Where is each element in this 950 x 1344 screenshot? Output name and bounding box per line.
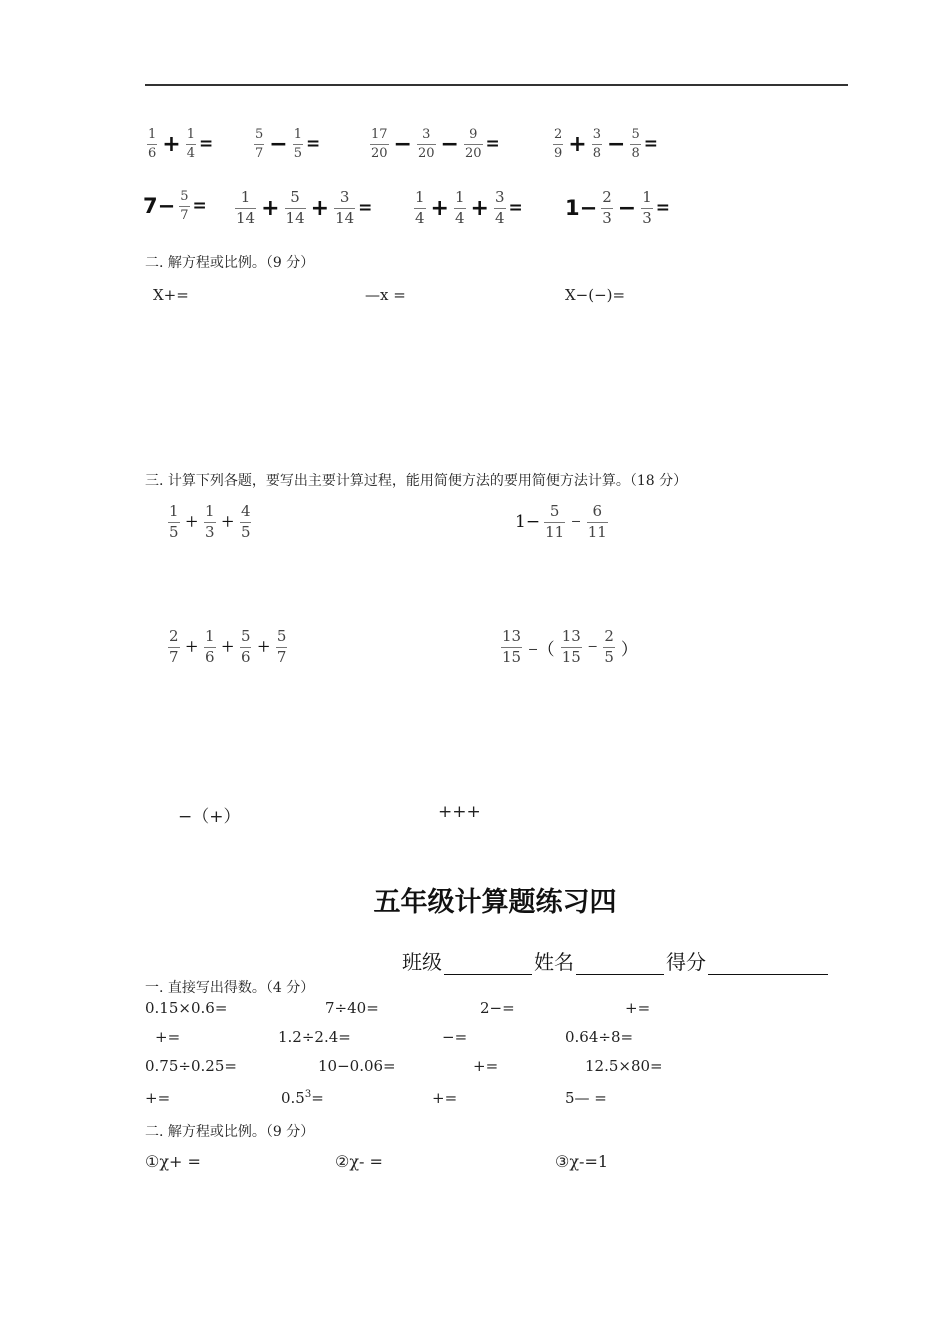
operator: + — [261, 195, 280, 221]
denominator: 5 — [240, 522, 251, 541]
denominator: 7 — [169, 647, 179, 666]
numerator: 5 — [180, 189, 189, 204]
numerator: 1 — [642, 188, 652, 206]
problem-2-1 — [143, 190, 207, 222]
direct-item: += — [625, 999, 651, 1017]
fraction — [276, 629, 288, 666]
class-label: 班级 — [402, 950, 442, 974]
denominator: 6 — [148, 145, 157, 161]
numerator: 1 — [169, 502, 179, 520]
operator: − — [587, 637, 598, 657]
denominator: 20 — [371, 145, 388, 161]
fraction — [592, 128, 602, 160]
fraction — [603, 629, 615, 666]
equation-1: Χ+= — [153, 286, 189, 304]
denominator: 4 — [454, 208, 465, 227]
numerator: 17 — [371, 127, 388, 142]
score-label: 得分 — [666, 950, 706, 974]
direct-item: += — [155, 1028, 181, 1046]
fraction — [235, 190, 256, 227]
numerator: 2 — [169, 627, 179, 645]
direct-item: += — [145, 1089, 171, 1107]
denominator: 3 — [642, 208, 652, 227]
numerator: 1 — [240, 188, 251, 206]
numerator: 3 — [592, 127, 601, 142]
name-label: 姓名 — [534, 950, 574, 974]
operator: − — [617, 195, 637, 221]
operator: + — [430, 195, 449, 221]
fraction — [285, 190, 306, 227]
equals: = — [643, 134, 658, 155]
equals: = — [192, 196, 207, 217]
equals: = — [508, 198, 523, 219]
equation-2: —x = — [365, 286, 406, 304]
direct-item: 1.2÷2.4= — [278, 1028, 351, 1046]
numerator: 1 — [415, 188, 425, 206]
numerator: 5 — [240, 627, 251, 645]
problem-1-4 — [551, 128, 658, 160]
page-title: 五年级计算题练习四 — [373, 887, 617, 918]
numerator: 1 — [204, 627, 215, 645]
problem-2-4 — [565, 190, 670, 227]
item-number: ③ — [555, 1152, 570, 1171]
equals: = — [306, 134, 321, 155]
fraction — [240, 629, 252, 666]
fraction — [641, 190, 653, 227]
section-heading-direct: 一. 直接写出得数。（4 分） — [145, 980, 315, 996]
operator: − — [269, 131, 288, 157]
denominator: 5 — [169, 522, 179, 541]
name-blank[interactable] — [576, 952, 664, 975]
operator: + — [185, 634, 198, 660]
denominator: 4 — [415, 208, 425, 227]
numerator: 1 — [148, 127, 157, 142]
numerator: 4 — [240, 502, 251, 520]
fraction — [254, 128, 264, 160]
numerator: 1 — [204, 502, 215, 520]
operator: + — [257, 634, 270, 660]
item-text: χ+ = — [159, 1152, 201, 1171]
numerator: 3 — [339, 188, 350, 206]
fraction — [204, 504, 216, 541]
direct-item: 0.64÷8= — [565, 1028, 634, 1046]
denominator: 8 — [631, 145, 640, 161]
calc-problem-2 — [515, 504, 610, 541]
operator: + — [185, 509, 198, 535]
direct-item: −= — [442, 1028, 468, 1046]
equation-item — [555, 1152, 608, 1171]
numerator: 5 — [276, 627, 287, 645]
numerator: 1 — [454, 188, 465, 206]
item-text: χ- = — [349, 1152, 383, 1171]
numerator: 6 — [592, 502, 603, 520]
fraction — [587, 504, 608, 541]
operator: − — [393, 131, 412, 157]
direct-item: 7÷40= — [325, 999, 379, 1017]
operator: + — [568, 131, 587, 157]
problem-1-1 — [145, 128, 213, 160]
direct-item: 10−0.06= — [318, 1057, 396, 1075]
close-paren: ） — [620, 639, 638, 659]
direct-item: 2−= — [480, 999, 515, 1017]
numerator: 2 — [554, 127, 563, 142]
item-number: ② — [335, 1152, 350, 1171]
denominator: 3 — [602, 208, 612, 227]
equals: = — [485, 134, 500, 155]
denominator: 5 — [604, 647, 614, 666]
fraction — [417, 128, 436, 160]
direct-item: 0.15×0.6= — [145, 999, 228, 1017]
item-number: ① — [145, 1152, 160, 1171]
denominator: 15 — [561, 647, 581, 666]
direct-item: += — [473, 1057, 499, 1075]
direct-item: 5— = — [565, 1089, 607, 1107]
numerator: 3 — [494, 188, 505, 206]
section-heading-calculation: 三. 计算下列各题，要写出主要计算过程，能用简便方法的要用简便方法计算。（18 分） — [145, 473, 688, 489]
numerator: 1 — [293, 127, 302, 142]
student-info-line — [402, 946, 830, 975]
equals: = — [199, 134, 214, 155]
operator: + — [221, 509, 234, 535]
operator: + — [470, 195, 489, 221]
fraction — [204, 629, 216, 666]
problem-1-3 — [368, 128, 500, 160]
direct-item: 0.75÷0.25= — [145, 1057, 237, 1075]
fraction — [334, 190, 355, 227]
fraction — [501, 629, 522, 666]
fraction — [147, 128, 157, 160]
top-rule — [145, 84, 848, 86]
denominator: 14 — [236, 208, 256, 227]
leading-term: 1− — [565, 196, 598, 221]
operator: + — [310, 195, 330, 221]
direct-item-power — [281, 1089, 324, 1107]
numerator: 13 — [502, 627, 522, 645]
calc-problem-4 — [499, 629, 642, 666]
denominator: 14 — [285, 208, 305, 227]
fraction — [293, 128, 303, 160]
denominator: 15 — [502, 647, 522, 666]
denominator: 3 — [204, 522, 215, 541]
numerator: 13 — [561, 627, 581, 645]
denominator: 7 — [276, 647, 287, 666]
denominator: 5 — [293, 145, 302, 161]
fraction — [414, 190, 426, 227]
operator: − — [440, 131, 459, 157]
numerator: 5 — [631, 127, 640, 142]
fraction — [630, 128, 640, 160]
operator: − — [571, 512, 581, 532]
fraction — [544, 504, 565, 541]
denominator: 20 — [464, 145, 482, 161]
fraction — [168, 629, 180, 666]
denominator: 9 — [554, 145, 563, 161]
power-exponent: 3 — [304, 1089, 312, 1100]
calc-problem-3 — [166, 629, 289, 666]
class-blank[interactable] — [444, 952, 532, 975]
denominator: 7 — [180, 207, 189, 223]
fraction — [186, 128, 196, 160]
leading-term: 1− — [515, 512, 541, 533]
denominator: 11 — [545, 522, 565, 541]
fraction — [370, 128, 389, 160]
numerator: 3 — [422, 127, 431, 142]
numerator: 2 — [602, 188, 612, 206]
problem-1-2 — [252, 128, 320, 160]
denominator: 6 — [240, 647, 251, 666]
fraction — [454, 190, 466, 227]
section-heading-equations-2: 二. 解方程或比例。（9 分） — [145, 1124, 315, 1140]
item-text: χ-=1 — [569, 1152, 609, 1171]
denominator: 4 — [186, 145, 195, 161]
equation-item — [335, 1152, 383, 1171]
fraction — [240, 504, 252, 541]
power-equals: = — [311, 1089, 324, 1107]
numerator: 2 — [604, 627, 614, 645]
fraction — [494, 190, 506, 227]
power-base: 0.5 — [281, 1089, 305, 1107]
equation-item — [145, 1152, 201, 1171]
equals: = — [655, 198, 670, 219]
fraction — [179, 190, 189, 222]
fraction — [168, 504, 180, 541]
denominator: 14 — [335, 208, 355, 227]
problem-2-2 — [233, 190, 372, 227]
section-heading-equations: 二. 解方程或比例。（9 分） — [145, 255, 315, 271]
leading-term: 7− — [143, 194, 176, 219]
denominator: 4 — [494, 208, 505, 227]
operator: − — [607, 131, 626, 157]
fraction — [561, 629, 582, 666]
direct-item: 12.5×80= — [585, 1057, 663, 1075]
direct-item: += — [432, 1089, 458, 1107]
denominator: 8 — [592, 145, 601, 161]
operator: + — [162, 131, 181, 157]
equals: = — [358, 198, 373, 219]
fraction — [601, 190, 613, 227]
calc-problem-1 — [166, 504, 253, 541]
problem-2-3 — [412, 190, 523, 227]
calc-problem-6: +++ — [438, 802, 481, 822]
calc-problem-5: −（+） — [178, 807, 241, 827]
operator: + — [221, 634, 234, 660]
score-blank[interactable] — [708, 952, 828, 975]
denominator: 7 — [255, 145, 264, 161]
denominator: 6 — [204, 647, 215, 666]
operator: −（ — [528, 639, 555, 659]
numerator: 9 — [469, 127, 478, 142]
fraction — [553, 128, 563, 160]
denominator: 20 — [417, 145, 435, 161]
denominator: 11 — [587, 522, 607, 541]
numerator: 5 — [290, 188, 300, 206]
equation-3: Χ−(−)= — [565, 286, 626, 304]
fraction — [464, 128, 483, 160]
numerator: 1 — [186, 127, 195, 142]
numerator: 5 — [549, 502, 560, 520]
numerator: 5 — [255, 127, 264, 142]
